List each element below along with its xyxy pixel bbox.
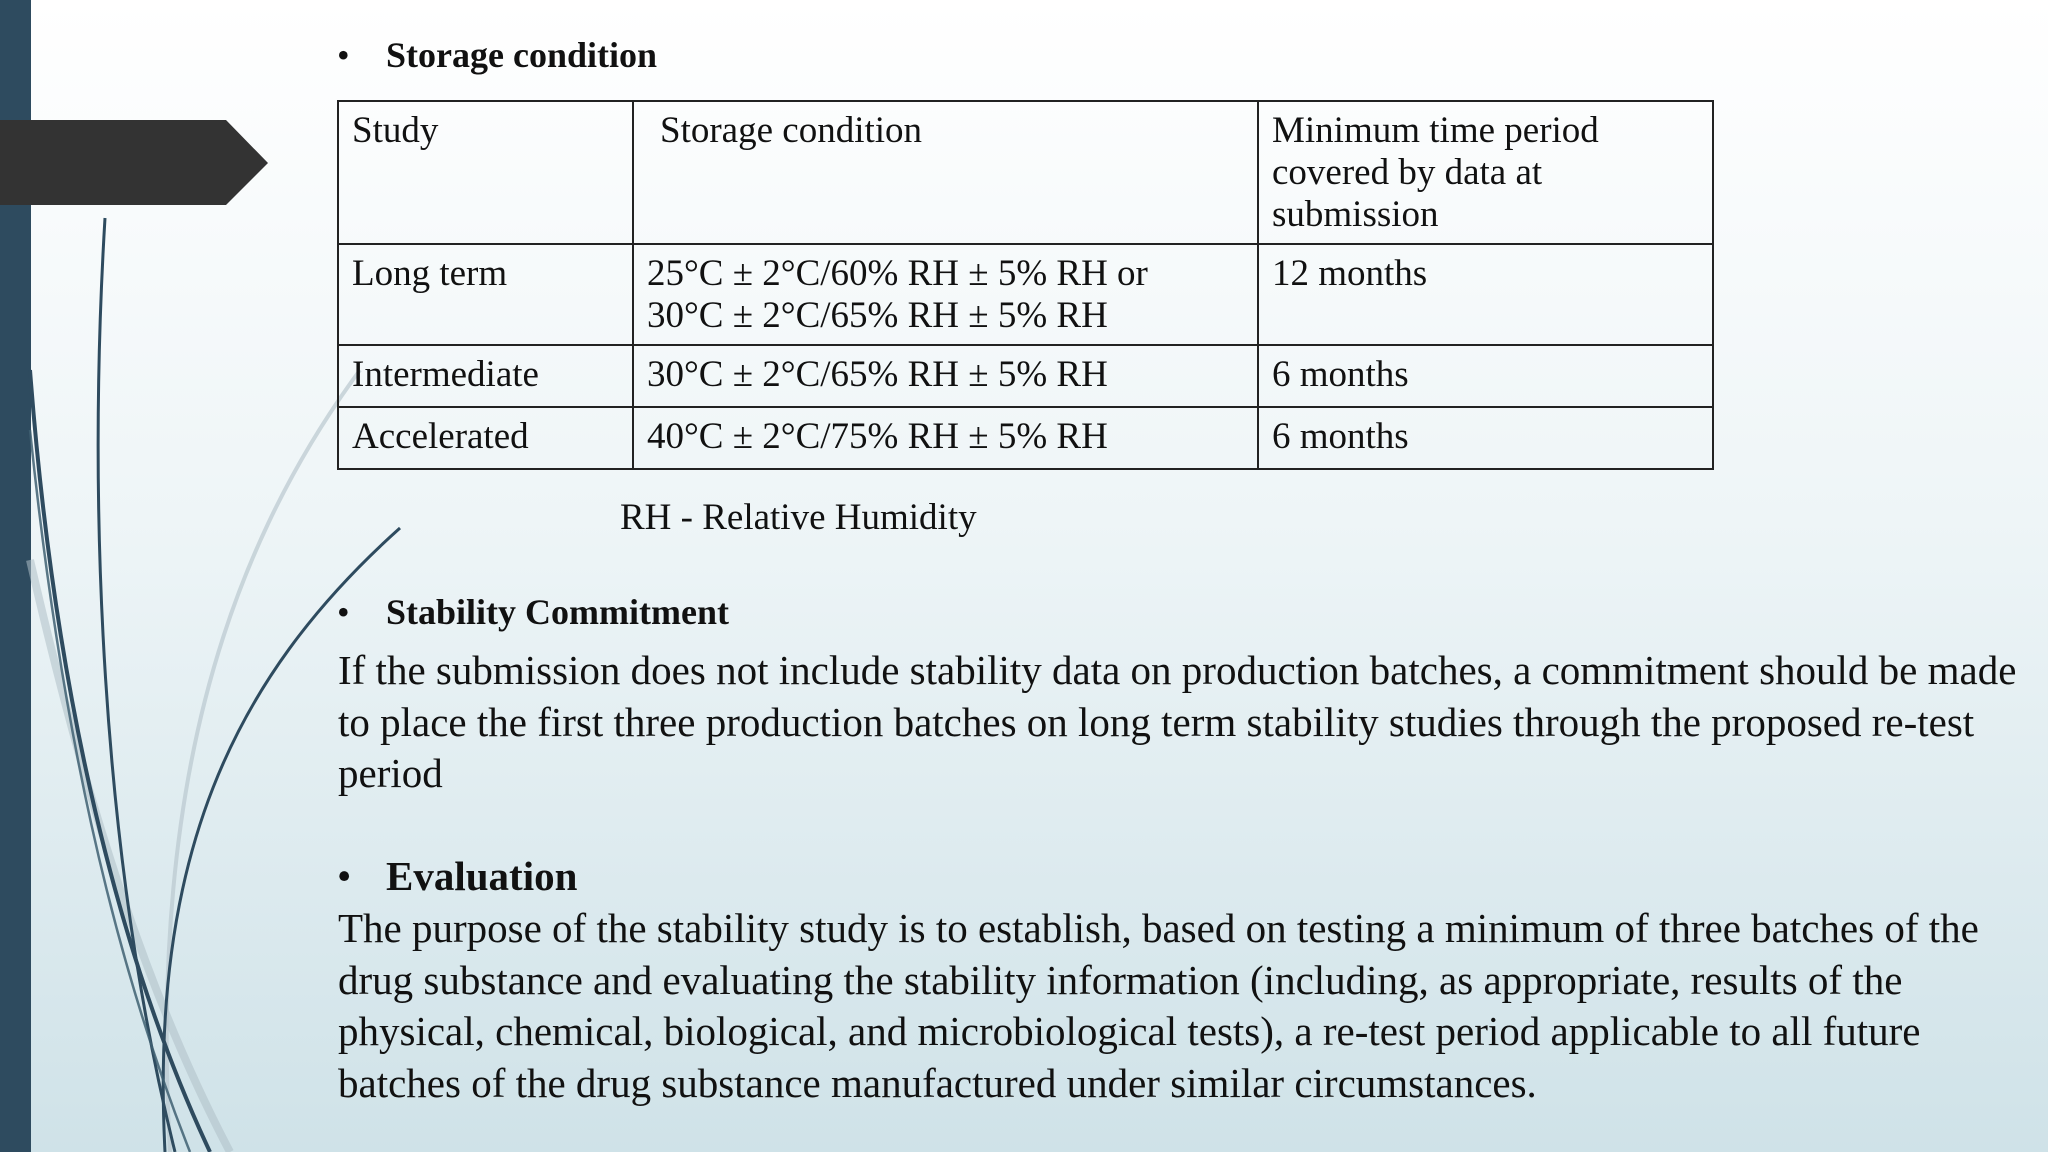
heading-text: Evaluation (386, 853, 578, 899)
curve-dark-2 (30, 370, 210, 1152)
stability-commitment-paragraph: If the submission does not include stability data on production batches, a commitment should be made to place the first three production batches on long term stability studies through the proposed re-test period (338, 647, 2017, 796)
table-header-row (338, 101, 1713, 244)
cell-study: Long term (338, 244, 633, 345)
heading-text: Stability Commitment (386, 592, 729, 632)
table-row (338, 407, 1713, 469)
storage-condition-table (337, 100, 1714, 470)
cell-period: 12 months (1258, 244, 1713, 345)
cell-study: Intermediate (338, 345, 633, 407)
cell-condition: 40°C ± 2°C/75% RH ± 5% RH (633, 407, 1258, 469)
heading-text: Storage condition (386, 35, 658, 75)
table-row (338, 345, 1713, 407)
cell-period: 6 months (1258, 407, 1713, 469)
header-cell-study: Study (338, 101, 633, 244)
header-cell-minimum-period: Minimum time period covered by data at submission (1258, 101, 1713, 244)
condition-line: 25°C ± 2°C/60% RH ± 5% RH or (647, 253, 1148, 294)
evaluation-paragraph: The purpose of the stability study is to establish, based on testing a minimum of three batches of the drug substance and evaluating the stability information (including, as appropriate, results of the physical, chemical, biological, and microbiological tests), a re-test period applicable to all future batches of the drug substance manufactured under similar circumstances. (338, 905, 1979, 1106)
cell-condition: 30°C ± 2°C/65% RH ± 5% RH (633, 345, 1258, 407)
bullet-icon: • (337, 853, 352, 899)
table-footnote: RH - Relative Humidity (620, 497, 977, 538)
arrow-tab (0, 120, 268, 205)
cell-study: Accelerated (338, 407, 633, 469)
condition-line: 30°C ± 2°C/65% RH ± 5% RH (647, 295, 1108, 336)
curve-light-2 (167, 370, 360, 1152)
bullet-icon: • (337, 35, 350, 75)
bullet-icon: • (337, 592, 350, 632)
cell-condition (633, 244, 1258, 345)
cell-period: 6 months (1258, 345, 1713, 407)
header-cell-storage-condition: Storage condition (633, 101, 1258, 244)
table-row (338, 244, 1713, 345)
curve-light-1 (30, 560, 230, 1152)
